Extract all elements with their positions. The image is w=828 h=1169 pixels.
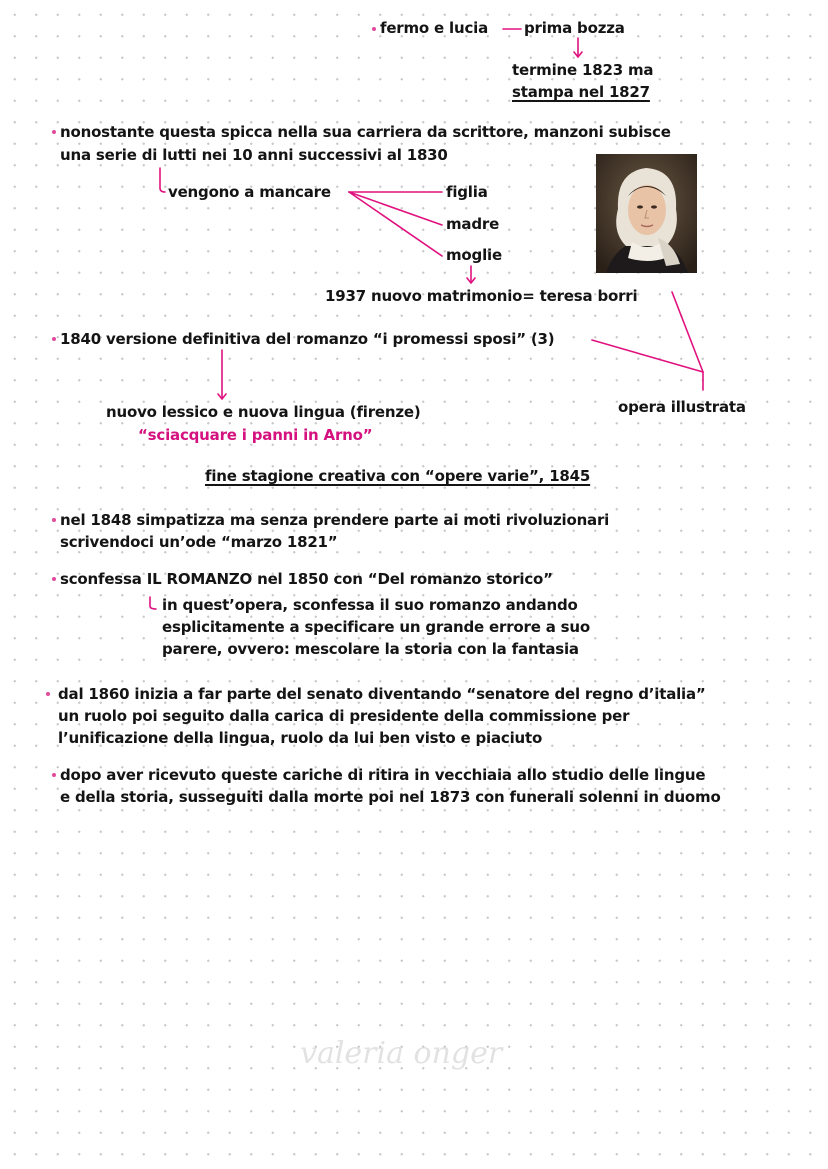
nuovo-lessico-text: nuovo lessico e nuova lingua (firenze)	[106, 403, 421, 421]
moglie-text: moglie	[446, 246, 502, 264]
senato-line-2: un ruolo poi seguito dalla carica di presidente della commissione per	[58, 707, 630, 725]
bullet-dot	[52, 773, 56, 777]
madre-text: madre	[446, 215, 500, 233]
watermark: valeria onger	[300, 1036, 503, 1071]
fermo-e-lucia-text: fermo e lucia	[380, 19, 489, 37]
lutti-line-2: una serie di lutti nei 10 anni successivi al 1830	[60, 146, 448, 164]
figlia-text: figlia	[446, 183, 488, 201]
portrait-teresa-borri	[596, 154, 697, 273]
lutti-line-1: nonostante questa spicca nella sua carriera da scrittore, manzoni subisce	[60, 123, 671, 141]
prima-bozza-text: prima bozza	[524, 19, 625, 37]
fine-stagione-heading: fine stagione creativa con “opere varie”, 1845	[205, 467, 591, 485]
sconfessa-line: sconfessa IL ROMANZO nel 1850 con “Del romanzo storico”	[60, 570, 553, 588]
versione-definitiva-text: 1840 versione definitiva del romanzo “i promessi sposi” (3)	[60, 330, 555, 348]
bullet-dot	[46, 692, 50, 696]
sconfessa-sub-2: esplicitamente a specificare un grande errore a suo	[162, 618, 590, 636]
bullet-dot	[52, 577, 56, 581]
stampa-text: stampa nel 1827	[512, 83, 650, 101]
bullet-dot	[52, 518, 56, 522]
bullet-dot	[52, 337, 56, 341]
moti-line-1: nel 1848 simpatizza ma senza prendere parte ai moti rivoluzionari	[60, 511, 610, 529]
vecchiaia-line-2: e della storia, susseguiti dalla morte poi nel 1873 con funerali solenni in duomo	[60, 788, 721, 806]
bullet-dot	[372, 27, 376, 31]
bullet-dot	[52, 130, 56, 134]
sconfessa-sub-1: in quest’opera, sconfessa il suo romanzo andando	[162, 596, 578, 614]
senato-line-3: l’unificazione della lingua, ruolo da lui ben visto e piaciuto	[58, 729, 543, 747]
senato-line-1: dal 1860 inizia a far parte del senato diventando “senatore del regno d’italia”	[58, 685, 706, 703]
sciacquare-quote: “sciacquare i panni in Arno”	[138, 426, 373, 444]
termine-text: termine 1823 ma	[512, 61, 654, 79]
vengono-a-mancare: vengono a mancare	[168, 183, 331, 201]
nuovo-matrimonio-text: 1937 nuovo matrimonio= teresa borri	[325, 287, 638, 305]
opera-illustrata-text: opera illustrata	[618, 398, 746, 416]
sconfessa-sub-3: parere, ovvero: mescolare la storia con la fantasia	[162, 640, 579, 658]
moti-line-2: scrivendoci un’ode “marzo 1821”	[60, 533, 338, 551]
vecchiaia-line-1: dopo aver ricevuto queste cariche di ritira in vecchiaia allo studio delle lingue	[60, 766, 706, 784]
